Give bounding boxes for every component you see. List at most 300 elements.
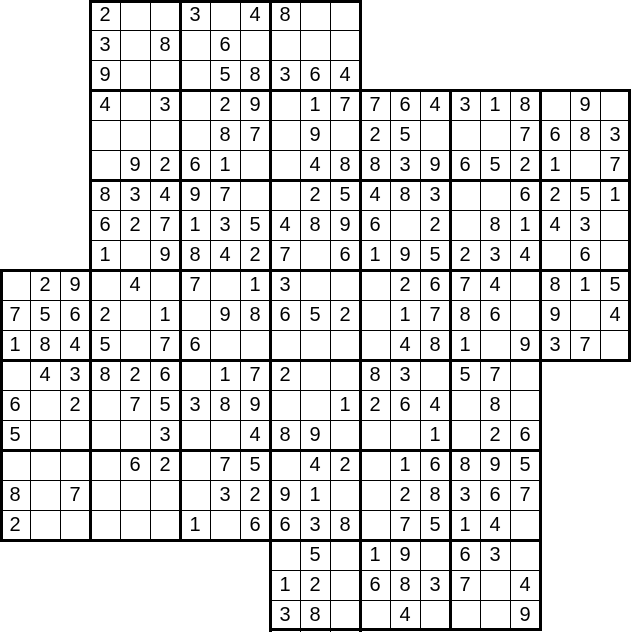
empty-cell-r14-c3[interactable] bbox=[90, 420, 120, 450]
empty-cell-r17-c2[interactable] bbox=[60, 510, 90, 540]
given-cell-r7-c18: 4 bbox=[540, 210, 570, 240]
given-cell-r16-c13: 2 bbox=[390, 480, 420, 510]
given-cell-r9-c1: 2 bbox=[30, 270, 60, 300]
given-cell-r7-c9: 4 bbox=[270, 210, 300, 240]
given-cell-r10-c7: 9 bbox=[210, 300, 240, 330]
empty-cell-r4-c4[interactable] bbox=[120, 120, 150, 150]
given-cell-r12-c4: 2 bbox=[120, 360, 150, 390]
empty-cell-r17-c17[interactable] bbox=[510, 510, 540, 540]
given-cell-r19-c12: 6 bbox=[360, 570, 390, 600]
empty-cell-r14-c11[interactable] bbox=[330, 420, 360, 450]
empty-cell-r11-c11[interactable] bbox=[330, 330, 360, 360]
given-cell-r18-c16: 3 bbox=[480, 540, 510, 570]
empty-cell-r2-c5[interactable] bbox=[150, 60, 180, 90]
given-cell-r9-c18: 8 bbox=[540, 270, 570, 300]
given-cell-r3-c17: 8 bbox=[510, 90, 540, 120]
given-cell-r13-c5: 5 bbox=[150, 390, 180, 420]
given-cell-r20-c10: 8 bbox=[300, 600, 330, 630]
empty-cell-r9-c12[interactable] bbox=[360, 270, 390, 300]
given-cell-r3-c14: 4 bbox=[420, 90, 450, 120]
given-cell-r6-c13: 8 bbox=[390, 180, 420, 210]
empty-cell-r14-c15[interactable] bbox=[450, 420, 480, 450]
given-cell-r17-c15: 1 bbox=[450, 510, 480, 540]
given-cell-r12-c15: 5 bbox=[450, 360, 480, 390]
empty-cell-r14-c6[interactable] bbox=[180, 420, 210, 450]
empty-cell-r15-c1[interactable] bbox=[30, 450, 60, 480]
given-cell-r10-c1: 5 bbox=[30, 300, 60, 330]
given-cell-r0-c6: 3 bbox=[180, 0, 210, 30]
empty-cell-r15-c3[interactable] bbox=[90, 450, 120, 480]
given-cell-r16-c0: 8 bbox=[0, 480, 30, 510]
empty-cell-r15-c6[interactable] bbox=[180, 450, 210, 480]
given-cell-r15-c10: 4 bbox=[300, 450, 330, 480]
given-cell-r14-c8: 4 bbox=[240, 420, 270, 450]
empty-cell-r4-c15[interactable] bbox=[450, 120, 480, 150]
given-cell-r11-c0: 1 bbox=[0, 330, 30, 360]
empty-cell-r14-c13[interactable] bbox=[390, 420, 420, 450]
empty-cell-r15-c12[interactable] bbox=[360, 450, 390, 480]
empty-cell-r19-c16[interactable] bbox=[480, 570, 510, 600]
empty-cell-r4-c6[interactable] bbox=[180, 120, 210, 150]
empty-cell-r9-c7[interactable] bbox=[210, 270, 240, 300]
given-cell-r11-c2: 4 bbox=[60, 330, 90, 360]
empty-cell-r11-c4[interactable] bbox=[120, 330, 150, 360]
given-cell-r7-c11: 9 bbox=[330, 210, 360, 240]
given-cell-r10-c3: 2 bbox=[90, 300, 120, 330]
given-cell-r12-c3: 8 bbox=[90, 360, 120, 390]
given-cell-r10-c0: 7 bbox=[0, 300, 30, 330]
given-cell-r15-c7: 7 bbox=[210, 450, 240, 480]
given-cell-r11-c18: 3 bbox=[540, 330, 570, 360]
given-cell-r5-c18: 1 bbox=[540, 150, 570, 180]
empty-cell-r8-c20[interactable] bbox=[600, 240, 630, 270]
given-cell-r11-c3: 5 bbox=[90, 330, 120, 360]
given-cell-r5-c5: 2 bbox=[150, 150, 180, 180]
empty-cell-r5-c9[interactable] bbox=[270, 150, 300, 180]
empty-cell-r13-c15[interactable] bbox=[450, 390, 480, 420]
empty-cell-r17-c5[interactable] bbox=[150, 510, 180, 540]
given-cell-r8-c14: 5 bbox=[420, 240, 450, 270]
given-cell-r5-c16: 5 bbox=[480, 150, 510, 180]
empty-cell-r8-c18[interactable] bbox=[540, 240, 570, 270]
empty-cell-r18-c17[interactable] bbox=[510, 540, 540, 570]
empty-cell-r11-c7[interactable] bbox=[210, 330, 240, 360]
given-cell-r15-c11: 2 bbox=[330, 450, 360, 480]
given-cell-r13-c12: 2 bbox=[360, 390, 390, 420]
given-cell-r3-c19: 9 bbox=[570, 90, 600, 120]
given-cell-r11-c14: 8 bbox=[420, 330, 450, 360]
empty-cell-r7-c15[interactable] bbox=[450, 210, 480, 240]
empty-cell-r16-c6[interactable] bbox=[180, 480, 210, 510]
given-cell-r13-c8: 9 bbox=[240, 390, 270, 420]
given-cell-r9-c9: 3 bbox=[270, 270, 300, 300]
empty-cell-r9-c5[interactable] bbox=[150, 270, 180, 300]
empty-cell-r14-c1[interactable] bbox=[30, 420, 60, 450]
empty-cell-r14-c2[interactable] bbox=[60, 420, 90, 450]
given-cell-r13-c6: 3 bbox=[180, 390, 210, 420]
empty-cell-r4-c3[interactable] bbox=[90, 120, 120, 150]
empty-cell-r10-c4[interactable] bbox=[120, 300, 150, 330]
given-cell-r15-c15: 8 bbox=[450, 450, 480, 480]
given-cell-r9-c15: 7 bbox=[450, 270, 480, 300]
given-cell-r15-c13: 1 bbox=[390, 450, 420, 480]
given-cell-r4-c7: 8 bbox=[210, 120, 240, 150]
given-cell-r10-c13: 1 bbox=[390, 300, 420, 330]
given-cell-r7-c12: 6 bbox=[360, 210, 390, 240]
empty-cell-r9-c3[interactable] bbox=[90, 270, 120, 300]
given-cell-r20-c9: 3 bbox=[270, 600, 300, 630]
empty-cell-r1-c9[interactable] bbox=[270, 30, 300, 60]
empty-cell-r9-c17[interactable] bbox=[510, 270, 540, 300]
empty-cell-r20-c11[interactable] bbox=[330, 600, 360, 630]
given-cell-r4-c10: 9 bbox=[300, 120, 330, 150]
given-cell-r10-c16: 6 bbox=[480, 300, 510, 330]
empty-cell-r5-c3[interactable] bbox=[90, 150, 120, 180]
empty-cell-r17-c12[interactable] bbox=[360, 510, 390, 540]
empty-cell-r11-c9[interactable] bbox=[270, 330, 300, 360]
empty-cell-r0-c10[interactable] bbox=[300, 0, 330, 30]
empty-cell-r1-c10[interactable] bbox=[300, 30, 330, 60]
empty-cell-r15-c0[interactable] bbox=[0, 450, 30, 480]
empty-cell-r1-c6[interactable] bbox=[180, 30, 210, 60]
given-cell-r15-c17: 5 bbox=[510, 450, 540, 480]
given-cell-r4-c8: 7 bbox=[240, 120, 270, 150]
given-cell-r11-c1: 8 bbox=[30, 330, 60, 360]
given-cell-r8-c11: 6 bbox=[330, 240, 360, 270]
empty-cell-r10-c19[interactable] bbox=[570, 300, 600, 330]
empty-cell-r17-c3[interactable] bbox=[90, 510, 120, 540]
empty-cell-r1-c8[interactable] bbox=[240, 30, 270, 60]
empty-cell-r0-c11[interactable] bbox=[330, 0, 360, 30]
given-cell-r20-c17: 9 bbox=[510, 600, 540, 630]
empty-cell-r6-c8[interactable] bbox=[240, 180, 270, 210]
given-cell-r11-c19: 7 bbox=[570, 330, 600, 360]
given-cell-r5-c10: 4 bbox=[300, 150, 330, 180]
given-cell-r0-c9: 8 bbox=[270, 0, 300, 30]
given-cell-r9-c8: 1 bbox=[240, 270, 270, 300]
given-cell-r4-c17: 7 bbox=[510, 120, 540, 150]
given-cell-r2-c11: 4 bbox=[330, 60, 360, 90]
empty-cell-r15-c9[interactable] bbox=[270, 450, 300, 480]
empty-cell-r4-c16[interactable] bbox=[480, 120, 510, 150]
given-cell-r16-c16: 6 bbox=[480, 480, 510, 510]
empty-cell-r9-c0[interactable] bbox=[0, 270, 30, 300]
empty-cell-r3-c20[interactable] bbox=[600, 90, 630, 120]
empty-cell-r1-c11[interactable] bbox=[330, 30, 360, 60]
given-cell-r8-c13: 9 bbox=[390, 240, 420, 270]
given-cell-r17-c14: 5 bbox=[420, 510, 450, 540]
empty-cell-r13-c17[interactable] bbox=[510, 390, 540, 420]
empty-cell-r3-c18[interactable] bbox=[540, 90, 570, 120]
empty-cell-r5-c19[interactable] bbox=[570, 150, 600, 180]
empty-cell-r4-c9[interactable] bbox=[270, 120, 300, 150]
empty-cell-r2-c4[interactable] bbox=[120, 60, 150, 90]
given-cell-r18-c13: 9 bbox=[390, 540, 420, 570]
given-cell-r10-c11: 2 bbox=[330, 300, 360, 330]
given-cell-r5-c13: 3 bbox=[390, 150, 420, 180]
given-cell-r9-c2: 9 bbox=[60, 270, 90, 300]
given-cell-r4-c19: 8 bbox=[570, 120, 600, 150]
given-cell-r19-c14: 3 bbox=[420, 570, 450, 600]
given-cell-r7-c17: 1 bbox=[510, 210, 540, 240]
given-cell-r8-c15: 2 bbox=[450, 240, 480, 270]
given-cell-r3-c5: 3 bbox=[150, 90, 180, 120]
given-cell-r6-c4: 3 bbox=[120, 180, 150, 210]
given-cell-r5-c15: 6 bbox=[450, 150, 480, 180]
empty-cell-r13-c3[interactable] bbox=[90, 390, 120, 420]
empty-cell-r4-c11[interactable] bbox=[330, 120, 360, 150]
given-cell-r13-c11: 1 bbox=[330, 390, 360, 420]
given-cell-r13-c14: 4 bbox=[420, 390, 450, 420]
given-cell-r13-c0: 6 bbox=[0, 390, 30, 420]
given-cell-r16-c2: 7 bbox=[60, 480, 90, 510]
given-cell-r16-c17: 7 bbox=[510, 480, 540, 510]
given-cell-r17-c16: 4 bbox=[480, 510, 510, 540]
empty-cell-r16-c1[interactable] bbox=[30, 480, 60, 510]
given-cell-r12-c5: 6 bbox=[150, 360, 180, 390]
empty-cell-r5-c8[interactable] bbox=[240, 150, 270, 180]
given-cell-r5-c14: 9 bbox=[420, 150, 450, 180]
given-cell-r7-c19: 3 bbox=[570, 210, 600, 240]
empty-cell-r18-c14[interactable] bbox=[420, 540, 450, 570]
given-cell-r4-c18: 6 bbox=[540, 120, 570, 150]
empty-cell-r3-c6[interactable] bbox=[180, 90, 210, 120]
given-cell-r10-c14: 7 bbox=[420, 300, 450, 330]
empty-cell-r7-c13[interactable] bbox=[390, 210, 420, 240]
given-cell-r12-c13: 3 bbox=[390, 360, 420, 390]
given-cell-r14-c10: 9 bbox=[300, 420, 330, 450]
empty-cell-r3-c4[interactable] bbox=[120, 90, 150, 120]
given-cell-r8-c17: 4 bbox=[510, 240, 540, 270]
given-cell-r15-c16: 9 bbox=[480, 450, 510, 480]
empty-cell-r1-c4[interactable] bbox=[120, 30, 150, 60]
empty-cell-r12-c6[interactable] bbox=[180, 360, 210, 390]
given-cell-r0-c8: 4 bbox=[240, 0, 270, 30]
given-cell-r13-c7: 8 bbox=[210, 390, 240, 420]
empty-cell-r8-c10[interactable] bbox=[300, 240, 330, 270]
given-cell-r9-c14: 6 bbox=[420, 270, 450, 300]
given-cell-r15-c8: 5 bbox=[240, 450, 270, 480]
empty-cell-r12-c10[interactable] bbox=[300, 360, 330, 390]
empty-cell-r17-c1[interactable] bbox=[30, 510, 60, 540]
empty-cell-r16-c4[interactable] bbox=[120, 480, 150, 510]
given-cell-r8-c8: 2 bbox=[240, 240, 270, 270]
given-cell-r8-c6: 8 bbox=[180, 240, 210, 270]
empty-cell-r14-c12[interactable] bbox=[360, 420, 390, 450]
given-cell-r16-c9: 9 bbox=[270, 480, 300, 510]
given-cell-r4-c12: 2 bbox=[360, 120, 390, 150]
given-cell-r3-c13: 6 bbox=[390, 90, 420, 120]
given-cell-r8-c12: 1 bbox=[360, 240, 390, 270]
empty-cell-r16-c5[interactable] bbox=[150, 480, 180, 510]
given-cell-r7-c7: 3 bbox=[210, 210, 240, 240]
given-cell-r7-c8: 5 bbox=[240, 210, 270, 240]
given-cell-r20-c13: 4 bbox=[390, 600, 420, 630]
given-cell-r15-c5: 2 bbox=[150, 450, 180, 480]
given-cell-r11-c13: 4 bbox=[390, 330, 420, 360]
given-cell-r16-c7: 3 bbox=[210, 480, 240, 510]
empty-cell-r6-c16[interactable] bbox=[480, 180, 510, 210]
empty-cell-r13-c10[interactable] bbox=[300, 390, 330, 420]
given-cell-r13-c13: 6 bbox=[390, 390, 420, 420]
given-cell-r2-c9: 3 bbox=[270, 60, 300, 90]
given-cell-r2-c10: 6 bbox=[300, 60, 330, 90]
empty-cell-r11-c12[interactable] bbox=[360, 330, 390, 360]
given-cell-r3-c11: 7 bbox=[330, 90, 360, 120]
given-cell-r10-c15: 8 bbox=[450, 300, 480, 330]
empty-cell-r20-c15[interactable] bbox=[450, 600, 480, 630]
given-cell-r14-c0: 5 bbox=[0, 420, 30, 450]
empty-cell-r14-c7[interactable] bbox=[210, 420, 240, 450]
given-cell-r11-c15: 1 bbox=[450, 330, 480, 360]
given-cell-r6-c12: 4 bbox=[360, 180, 390, 210]
empty-cell-r11-c20[interactable] bbox=[600, 330, 630, 360]
given-cell-r8-c9: 7 bbox=[270, 240, 300, 270]
given-cell-r18-c15: 6 bbox=[450, 540, 480, 570]
given-cell-r7-c3: 6 bbox=[90, 210, 120, 240]
empty-cell-r12-c14[interactable] bbox=[420, 360, 450, 390]
given-cell-r10-c2: 6 bbox=[60, 300, 90, 330]
given-cell-r6-c11: 5 bbox=[330, 180, 360, 210]
given-cell-r14-c16: 2 bbox=[480, 420, 510, 450]
given-cell-r16-c10: 1 bbox=[300, 480, 330, 510]
empty-cell-r12-c17[interactable] bbox=[510, 360, 540, 390]
given-cell-r6-c17: 6 bbox=[510, 180, 540, 210]
given-cell-r2-c8: 8 bbox=[240, 60, 270, 90]
given-cell-r6-c5: 4 bbox=[150, 180, 180, 210]
empty-cell-r10-c12[interactable] bbox=[360, 300, 390, 330]
given-cell-r14-c5: 3 bbox=[150, 420, 180, 450]
given-cell-r0-c3: 2 bbox=[90, 0, 120, 30]
empty-cell-r6-c15[interactable] bbox=[450, 180, 480, 210]
empty-cell-r16-c3[interactable] bbox=[90, 480, 120, 510]
empty-cell-r17-c4[interactable] bbox=[120, 510, 150, 540]
empty-cell-r9-c11[interactable] bbox=[330, 270, 360, 300]
empty-cell-r12-c0[interactable] bbox=[0, 360, 30, 390]
empty-cell-r20-c12[interactable] bbox=[360, 600, 390, 630]
given-cell-r15-c14: 6 bbox=[420, 450, 450, 480]
given-cell-r10-c10: 5 bbox=[300, 300, 330, 330]
empty-cell-r4-c14[interactable] bbox=[420, 120, 450, 150]
given-cell-r16-c15: 3 bbox=[450, 480, 480, 510]
given-cell-r18-c12: 1 bbox=[360, 540, 390, 570]
given-cell-r13-c16: 8 bbox=[480, 390, 510, 420]
empty-cell-r3-c9[interactable] bbox=[270, 90, 300, 120]
given-cell-r14-c9: 8 bbox=[270, 420, 300, 450]
empty-cell-r6-c9[interactable] bbox=[270, 180, 300, 210]
empty-cell-r20-c14[interactable] bbox=[420, 600, 450, 630]
given-cell-r17-c8: 6 bbox=[240, 510, 270, 540]
empty-cell-r18-c11[interactable] bbox=[330, 540, 360, 570]
given-cell-r12-c8: 7 bbox=[240, 360, 270, 390]
given-cell-r2-c3: 9 bbox=[90, 60, 120, 90]
empty-cell-r0-c4[interactable] bbox=[120, 0, 150, 30]
given-cell-r8-c16: 3 bbox=[480, 240, 510, 270]
given-cell-r12-c12: 8 bbox=[360, 360, 390, 390]
empty-cell-r7-c20[interactable] bbox=[600, 210, 630, 240]
empty-cell-r11-c10[interactable] bbox=[300, 330, 330, 360]
empty-cell-r15-c2[interactable] bbox=[60, 450, 90, 480]
given-cell-r2-c7: 5 bbox=[210, 60, 240, 90]
given-cell-r6-c14: 3 bbox=[420, 180, 450, 210]
empty-cell-r10-c17[interactable] bbox=[510, 300, 540, 330]
empty-cell-r19-c11[interactable] bbox=[330, 570, 360, 600]
empty-cell-r0-c5[interactable] bbox=[150, 0, 180, 30]
given-cell-r11-c5: 7 bbox=[150, 330, 180, 360]
given-cell-r1-c3: 3 bbox=[90, 30, 120, 60]
given-cell-r8-c7: 4 bbox=[210, 240, 240, 270]
empty-cell-r9-c10[interactable] bbox=[300, 270, 330, 300]
given-cell-r6-c6: 9 bbox=[180, 180, 210, 210]
given-cell-r5-c7: 1 bbox=[210, 150, 240, 180]
empty-cell-r16-c12[interactable] bbox=[360, 480, 390, 510]
given-cell-r9-c13: 2 bbox=[390, 270, 420, 300]
empty-cell-r20-c16[interactable] bbox=[480, 600, 510, 630]
empty-cell-r12-c11[interactable] bbox=[330, 360, 360, 390]
given-cell-r19-c15: 7 bbox=[450, 570, 480, 600]
given-cell-r7-c16: 8 bbox=[480, 210, 510, 240]
given-cell-r8-c3: 1 bbox=[90, 240, 120, 270]
given-cell-r6-c7: 7 bbox=[210, 180, 240, 210]
given-cell-r15-c4: 6 bbox=[120, 450, 150, 480]
given-cell-r10-c20: 4 bbox=[600, 300, 630, 330]
given-cell-r6-c3: 8 bbox=[90, 180, 120, 210]
given-cell-r9-c6: 7 bbox=[180, 270, 210, 300]
empty-cell-r11-c8[interactable] bbox=[240, 330, 270, 360]
given-cell-r19-c17: 4 bbox=[510, 570, 540, 600]
given-cell-r1-c5: 8 bbox=[150, 30, 180, 60]
given-cell-r9-c16: 4 bbox=[480, 270, 510, 300]
empty-cell-r2-c6[interactable] bbox=[180, 60, 210, 90]
given-cell-r17-c11: 8 bbox=[330, 510, 360, 540]
empty-cell-r11-c16[interactable] bbox=[480, 330, 510, 360]
given-cell-r5-c6: 6 bbox=[180, 150, 210, 180]
given-cell-r5-c20: 7 bbox=[600, 150, 630, 180]
given-cell-r9-c19: 1 bbox=[570, 270, 600, 300]
empty-cell-r13-c9[interactable] bbox=[270, 390, 300, 420]
given-cell-r7-c5: 7 bbox=[150, 210, 180, 240]
given-cell-r16-c8: 2 bbox=[240, 480, 270, 510]
given-cell-r5-c4: 9 bbox=[120, 150, 150, 180]
given-cell-r17-c10: 3 bbox=[300, 510, 330, 540]
empty-cell-r14-c4[interactable] bbox=[120, 420, 150, 450]
given-cell-r17-c6: 1 bbox=[180, 510, 210, 540]
given-cell-r3-c7: 2 bbox=[210, 90, 240, 120]
given-cell-r19-c13: 8 bbox=[390, 570, 420, 600]
given-cell-r5-c11: 8 bbox=[330, 150, 360, 180]
given-cell-r4-c13: 5 bbox=[390, 120, 420, 150]
empty-cell-r8-c4[interactable] bbox=[120, 240, 150, 270]
empty-cell-r13-c1[interactable] bbox=[30, 390, 60, 420]
given-cell-r12-c9: 2 bbox=[270, 360, 300, 390]
given-cell-r9-c20: 5 bbox=[600, 270, 630, 300]
empty-cell-r16-c11[interactable] bbox=[330, 480, 360, 510]
given-cell-r7-c10: 8 bbox=[300, 210, 330, 240]
empty-cell-r0-c7[interactable] bbox=[210, 0, 240, 30]
given-cell-r6-c19: 5 bbox=[570, 180, 600, 210]
given-cell-r11-c17: 9 bbox=[510, 330, 540, 360]
empty-cell-r17-c7[interactable] bbox=[210, 510, 240, 540]
empty-cell-r10-c6[interactable] bbox=[180, 300, 210, 330]
given-cell-r16-c14: 8 bbox=[420, 480, 450, 510]
given-cell-r10-c9: 6 bbox=[270, 300, 300, 330]
empty-cell-r18-c9[interactable] bbox=[270, 540, 300, 570]
given-cell-r3-c8: 9 bbox=[240, 90, 270, 120]
given-cell-r3-c3: 4 bbox=[90, 90, 120, 120]
given-cell-r3-c15: 3 bbox=[450, 90, 480, 120]
empty-cell-r4-c5[interactable] bbox=[150, 120, 180, 150]
given-cell-r1-c7: 6 bbox=[210, 30, 240, 60]
